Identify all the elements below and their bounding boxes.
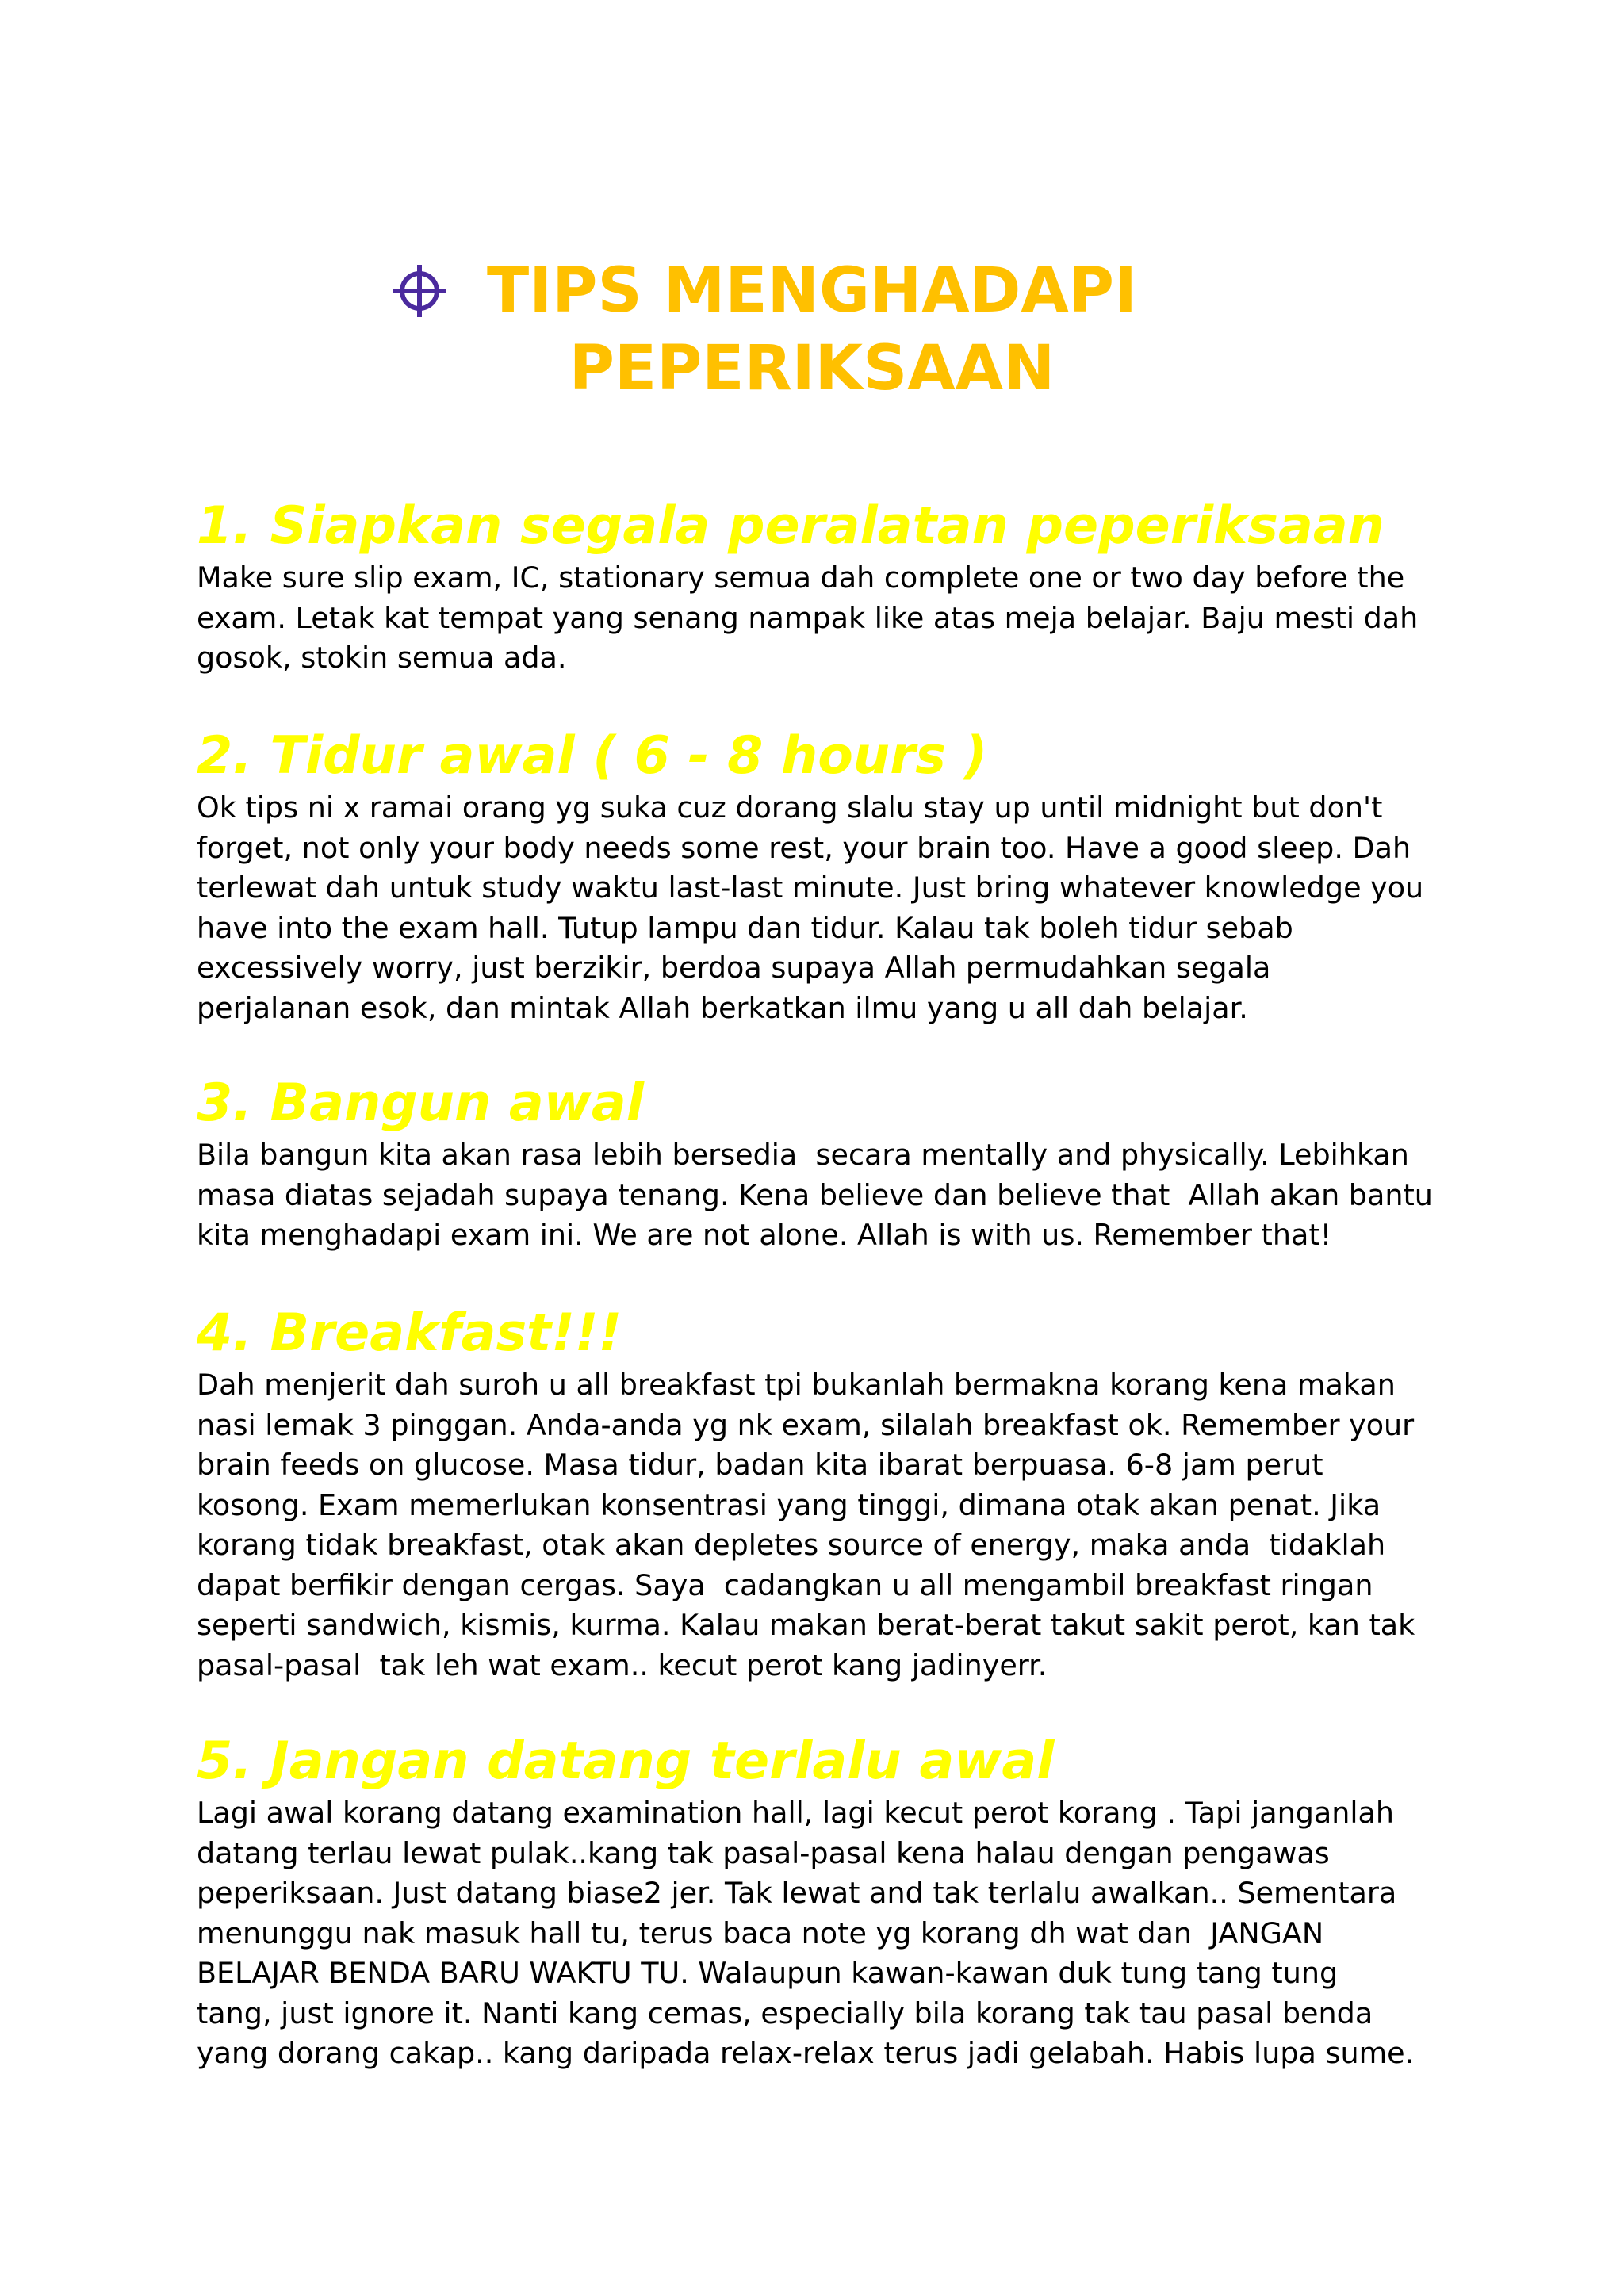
page-title-line-1: TIPS MENGHADAPI (487, 255, 1137, 327)
tip-body-line: BELAJAR BENDA BARU WAKTU TU. Walaupun kawan-kawan duk tung tang tung (197, 1956, 1339, 1990)
tip-body-line: kosong. Exam memerlukan konsentrasi yang tinggi, dimana otak akan penat. Jika (197, 1487, 1381, 1522)
tip-body-line: Dah menjerit dah suroh u all breakfast tpi bukanlah bermakna korang kena makan (197, 1368, 1396, 1402)
tip-body-line: nasi lemak 3 pinggan. Anda-anda yg nk exam, silalah breakfast ok. Remember your (197, 1407, 1415, 1442)
tip-body-line: gosok, stokin semua ada. (197, 641, 567, 675)
tip-body-line: Ok tips ni x ramai orang yg suka cuz dorang slalu stay up until midnight but don't (197, 790, 1383, 825)
tip-body-line: menunggu nak masuk hall tu, terus baca note yg korang dh wat dan JANGAN (197, 1915, 1324, 1950)
tip-body-line: tang, just ignore it. Nanti kang cemas, especially bila korang tak tau pasal benda (197, 1996, 1373, 2030)
tip-body-line: seperti sandwich, kismis, kurma. Kalau makan berat-berat takut sakit perot, kan tak (197, 1608, 1415, 1642)
tip-body-line: brain feeds on glucose. Masa tidur, badan kita ibarat berpuasa. 6-8 jam perut (197, 1448, 1323, 1482)
tip-body-line: peperiksaan. Just datang biase2 jer. Tak lewat and tak terlalu awalkan.. Sementara (197, 1876, 1397, 1910)
tip-body-line: Make sure slip exam, IC, stationary semua dah complete one or two day before the (197, 561, 1405, 595)
tip-heading: 2. Tidur awal ( 6 - 8 hours ) (197, 726, 988, 786)
tip-body-line: dapat berfikir dengan cergas. Saya cadangkan u all mengambil breakfast ringan (197, 1567, 1373, 1602)
tip-section-1 (197, 495, 1450, 679)
tip-body (197, 788, 1450, 1028)
tip-body (197, 558, 1450, 679)
tip-body-line: datang terlau lewat pulak..kang tak pasal-pasal kena halau dengan pengawas (197, 1835, 1330, 1870)
tip-body (197, 1135, 1450, 1256)
tip-section-5 (197, 1730, 1450, 2074)
tip-body-line: Bila bangun kita akan rasa lebih bersedia secara mentally and physically. Lebihkan (197, 1138, 1409, 1172)
page-title-line-2: PEPERIKSAAN (569, 333, 1055, 404)
tip-heading: 1. Siapkan segala peralatan peperiksaan (197, 496, 1385, 556)
tip-body-line: forget, not only your body needs some rest, your brain too. Have a good sleep. Dah (197, 830, 1411, 865)
tip-heading: 3. Bangun awal (197, 1073, 644, 1133)
tip-body (197, 1365, 1450, 1686)
tip-section-3 (197, 1072, 1450, 1256)
tip-body-line: Lagi awal korang datang examination hall, lagi kecut perot korang . Tapi janganlah (197, 1796, 1395, 1830)
tip-body-line: korang tidak breakfast, otak akan depletes source of energy, maka anda tidaklah (197, 1528, 1386, 1562)
tip-body-line: excessively worry, just berzikir, berdoa supaya Allah permudahkan segala (197, 951, 1271, 985)
tip-body-line: have into the exam hall. Tutup lampu dan tidur. Kalau tak boleh tidur sebab (197, 910, 1293, 945)
tip-body-line: perjalanan esok, dan mintak Allah berkatkan ilmu yang u all dah belajar. (197, 990, 1248, 1025)
tip-body-line: masa diatas sejadah supaya tenang. Kena believe dan believe that Allah akan bantu (197, 1177, 1433, 1212)
tip-section-2 (197, 725, 1450, 1028)
tip-body-line: pasal-pasal tak leh wat exam.. kecut perot kang jadinyerr. (197, 1647, 1048, 1682)
tip-heading: 4. Breakfast!!! (197, 1303, 622, 1363)
tip-body-line: yang dorang cakap.. kang daripada relax-relax terus jadi gelabah. Habis lupa sume. (197, 2036, 1415, 2070)
tip-body-line: exam. Letak kat tempat yang senang nampak like atas meja belajar. Baju mesti dah (197, 600, 1419, 635)
tip-section-4 (197, 1302, 1450, 1686)
page-title (0, 252, 1624, 408)
tip-heading: 5. Jangan datang terlalu awal (197, 1732, 1055, 1791)
tip-body (197, 1793, 1450, 2074)
tip-body-line: terlewat dah untuk study waktu last-last minute. Just bring whatever knowledge you (197, 871, 1424, 905)
tip-body-line: kita menghadapi exam ini. We are not alone. Allah is with us. Remember that! (197, 1218, 1332, 1252)
